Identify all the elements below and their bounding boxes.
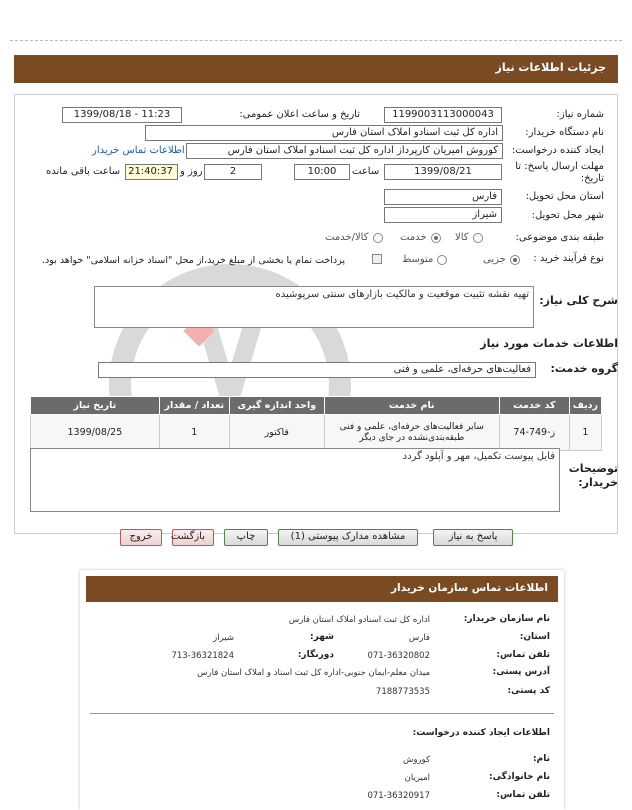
cell-date: 1399/08/25 <box>31 415 160 451</box>
creator-field: کوروش امیریان کارپرداز اداره کل ثبت اسنادو املاک استان فارس <box>186 143 503 159</box>
cell-name: سایر فعالیت‌های حرفه‌ای، علمی و فنی طبقه‌بندی‌نشده در جای دیگر <box>324 415 499 451</box>
col-date: تاریخ نیاز <box>31 397 160 415</box>
radio-selected-icon <box>510 255 520 265</box>
need-number-field: 1199003113000043 <box>384 107 502 123</box>
need-number-label: شماره نیاز: <box>556 109 604 120</box>
buyer-contact-link[interactable]: اطلاعات تماس خریدار <box>92 145 185 156</box>
province-contact-value: فارس <box>408 633 430 643</box>
back-button[interactable]: بازگشت <box>172 529 214 546</box>
address-value: میدان معلم-ایمان جنوبی-اداره کل ثبت اسناد و املاک استان فارس <box>197 668 430 678</box>
table-header-row <box>31 397 602 415</box>
col-unit: واحد اندازه گیری <box>229 397 324 415</box>
creator-phone-value: 071-36320917 <box>367 791 430 801</box>
postal-value: 7188773535 <box>375 687 430 697</box>
phone-value: 071-36320802 <box>367 651 430 661</box>
category-option-service[interactable]: خدمت <box>400 232 441 243</box>
col-code: کد خدمت <box>499 397 569 415</box>
category-option-goods[interactable]: کالا <box>455 232 483 243</box>
radio-selected-icon <box>431 233 441 243</box>
exit-button[interactable]: خروج <box>120 529 162 546</box>
category-label: طبقه بندی موضوعی: <box>515 232 604 243</box>
cell-qty: 1 <box>159 415 229 451</box>
category-option-both[interactable]: کالا/خدمت <box>325 232 383 243</box>
city-label: شهر محل تحویل: <box>531 210 604 221</box>
service-group-field: فعالیت‌های حرفه‌ای، علمی و فنی <box>98 362 536 378</box>
reply-button[interactable]: پاسخ به نیاز <box>433 529 513 546</box>
family-label: نام خانوادگی: <box>488 772 550 782</box>
remaining-time-field: 21:40:37 <box>125 164 178 180</box>
page-header: جزئیات اطلاعات نیاز <box>14 55 618 83</box>
address-label: آدرس پستی: <box>492 667 550 677</box>
buyer-label: نام دستگاه خریدار: <box>525 127 604 138</box>
creator-heading: اطلاعات ایجاد کننده درخواست: <box>412 728 550 738</box>
process-option-minor[interactable]: جزیی <box>483 254 520 265</box>
cell-row: 1 <box>569 415 601 451</box>
creator-label: ایجاد کننده درخواست: <box>511 145 604 156</box>
cell-code: ز-749-74 <box>499 415 569 451</box>
name-label: نام: <box>533 754 550 764</box>
payment-checkbox[interactable] <box>372 254 382 267</box>
city-contact-value: شیراز <box>213 633 234 643</box>
announce-label: تاریخ و ساعت اعلان عمومی: <box>239 109 360 120</box>
days-label: روز و <box>180 166 203 177</box>
top-divider <box>10 40 622 41</box>
fax-value: 713-36321824 <box>171 651 234 661</box>
summary-label: شرح کلی نیاز: <box>539 294 618 307</box>
remaining-label: ساعت باقی مانده <box>46 166 121 177</box>
org-label: نام سازمان خریدار: <box>463 614 550 624</box>
summary-textarea: تهیه نقشه تثبیت موقعیت و مالکیت بازارهای سنتی سرپوشیده <box>94 286 534 328</box>
print-button[interactable]: چاپ <box>224 529 268 546</box>
services-heading: اطلاعات خدمات مورد نیاز <box>480 337 618 350</box>
province-field: فارس <box>384 189 502 205</box>
org-value: اداره کل ثبت اسنادو املاک استان فارس <box>288 615 430 625</box>
name-value: کوروش <box>402 755 430 765</box>
contact-card-title: اطلاعات تماس سازمان خریدار <box>86 576 558 602</box>
col-row: ردیف <box>569 397 601 415</box>
process-option-medium[interactable]: متوسط <box>402 254 447 265</box>
col-qty: تعداد / مقدار <box>159 397 229 415</box>
creator-phone-label: تلفن تماس: <box>496 790 550 800</box>
province-label: استان محل تحویل: <box>525 191 604 202</box>
province-contact-label: استان: <box>519 632 550 642</box>
buyer-contact-card <box>80 570 564 810</box>
services-table <box>30 396 602 451</box>
cell-unit: فاکتور <box>229 415 324 451</box>
family-value: امیریان <box>404 773 430 783</box>
process-label: نوع فرآیند خرید : <box>533 253 604 264</box>
attachments-button[interactable]: مشاهده مدارک پیوستی (1) <box>278 529 418 546</box>
service-group-label: گروه خدمت: <box>550 362 618 375</box>
buyer-notes-label: توضیحات خریدار: <box>568 462 618 489</box>
col-name: نام خدمت <box>324 397 499 415</box>
time-label: ساعت <box>352 166 380 177</box>
table-row <box>31 415 602 451</box>
buyer-field: اداره کل ثبت اسنادو املاک استان فارس <box>145 125 503 141</box>
city-contact-label: شهر: <box>310 632 334 642</box>
deadline-date-field: 1399/08/21 <box>384 164 502 180</box>
buyer-notes-textarea: فایل پیوست تکمیل، مهر و آپلود گردد <box>30 448 560 512</box>
payment-note: پرداخت تمام یا بخشی از مبلغ خرید،از محل "اسناد خزانه اسلامی" خواهد بود. <box>42 255 345 266</box>
postal-label: کد پستی: <box>507 686 550 696</box>
deadline-time-field: 10:00 <box>294 164 350 180</box>
days-field: 2 <box>204 164 262 180</box>
deadline-label: مهلت ارسال پاسخ: تا تاریخ: <box>515 161 604 184</box>
radio-icon <box>473 233 483 243</box>
checkbox-icon <box>372 254 382 264</box>
radio-icon <box>437 255 447 265</box>
contact-divider <box>90 713 554 714</box>
announce-field: 1399/08/18 - 11:23 <box>62 107 182 123</box>
city-field: شیراز <box>384 207 502 223</box>
fax-label: دورنگار: <box>297 650 334 660</box>
radio-icon <box>373 233 383 243</box>
phone-label: تلفن تماس: <box>496 650 550 660</box>
